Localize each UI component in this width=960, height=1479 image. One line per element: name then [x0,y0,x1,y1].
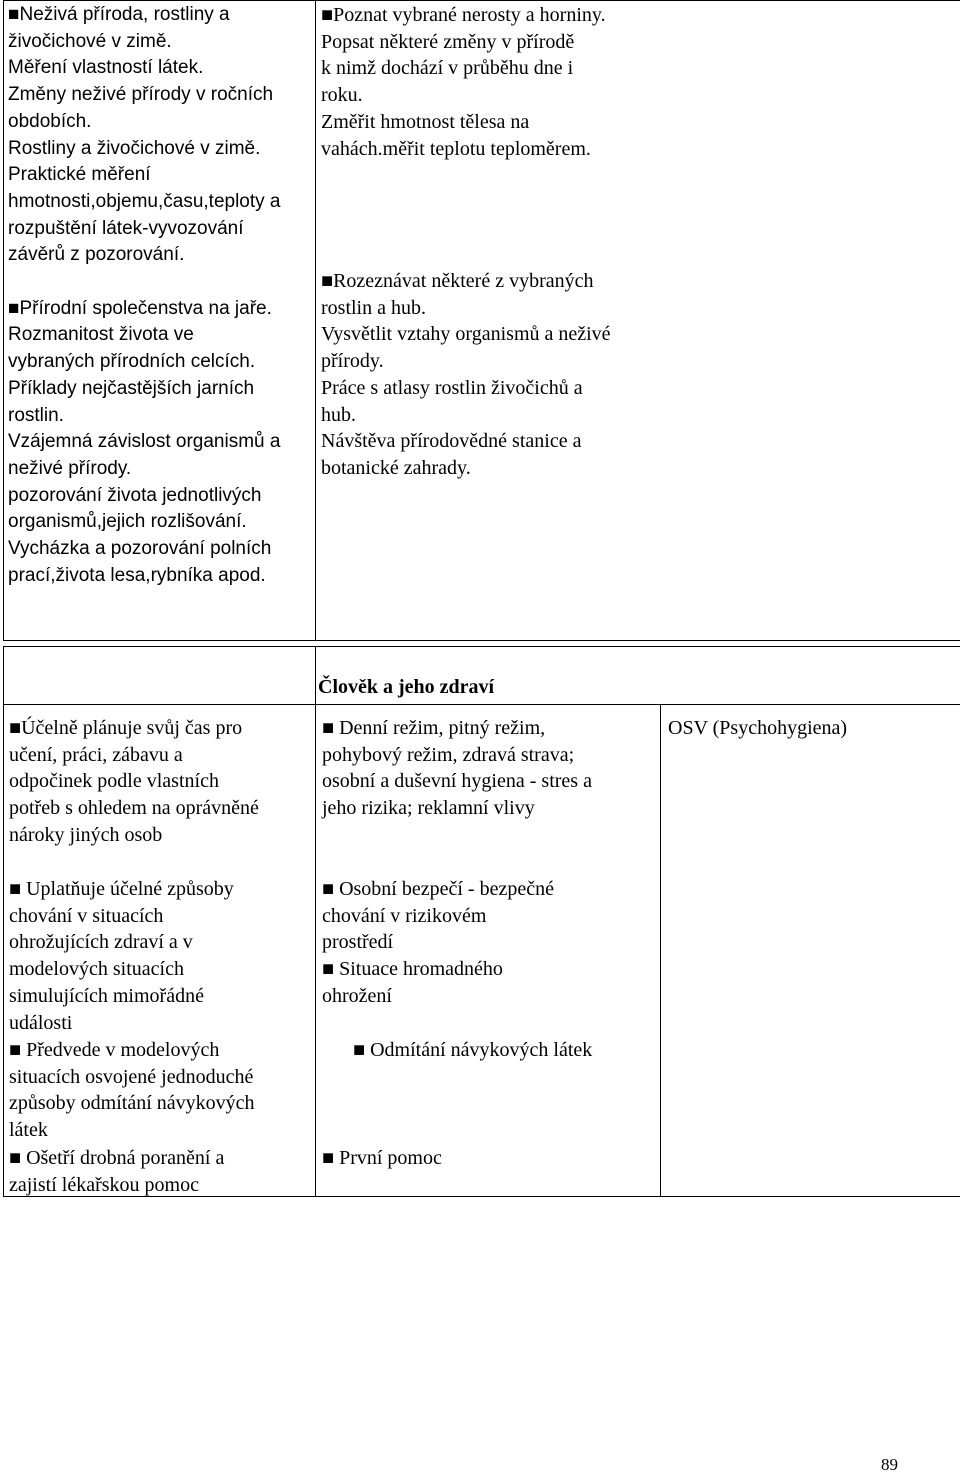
page-number: 89 [881,1455,898,1474]
topic-daily-regime: ■ Denní režim, pitný režim, pohybový režim, zdravá strava; osobní a duševní hygiena - stres a jeho rizika; reklamní vlivy [322,717,592,820]
outcome-refusal: ■ Předvede v modelových situacích osvojené jednoduché způsoby odmítání návykových látek [9,1039,255,1142]
outcome-safe-behavior: ■ Uplatňuje účelné způsoby chování v situacích ohrožujících zdraví a v modelových situacích simulujících mimořádné události [9,878,234,1034]
outcome-cell-rocks: ■Poznat vybrané nerosty a horniny. Popsat některé změny v přírodě k nimž dochází v průběhu dne i roku. Změřit hmotnost tělesa na vahách.měřit teplotu teploměrem. [321,4,606,160]
bottom-table-header-line [3,704,960,705]
topic-personal-safety: ■ Osobní bezpečí - bezpečné chování v rizikovém prostředí ■ Situace hromadného ohrožení [322,878,554,1007]
bottom-table-divider-2 [660,704,661,1197]
top-table-divider [315,0,316,641]
bottom-table-divider-1 [315,646,316,1197]
topic-cell-nature: ■Neživá příroda, rostliny a živočichové v zimě. Měření vlastností látek. Změny neživé přírody v ročních obdobích. Rostliny a živočichové v zimě. Praktické měření hmotnosti,objemu,času,teploty a rozpuštění látek-vyvozování závěrů z pozorování. ■Přírodní společenstva na jaře. Rozmanitost života ve vybraných přírodních celcích. Příklady nejčastějších jarních rostlin. Vzájemná závislost organismů a neživé přírody. pozorování života jednotlivých organismů,jejich rozlišování. Vycházka a pozorování polních prací,života lesa,rybníka apod. [8,4,281,586]
topic-first-aid: ■ První pomoc [322,1147,442,1169]
outcome-cell-plants: ■Rozeznávat některé z vybraných rostlin a hub. Vysvětlit vztahy organismů a neživé přírody. Práce s atlasy rostlin živočichů a hub. Návštěva přírodovědné stanice a botanické zahrady. [321,270,611,479]
outcome-time-planning: ■Účelně plánuje svůj čas pro učení, práci, zábavu a odpočinek podle vlastních potřeb s ohledem na oprávněné nároky jiných osob [9,717,259,846]
outcome-first-aid: ■ Ošetří drobná poranění a zajistí lékařskou pomoc [9,1147,225,1196]
section-heading: Člověk a jeho zdraví [318,676,495,698]
topic-refusal: ■ Odmítání návykových látek [353,1039,593,1061]
cross-curricular-theme: OSV (Psychohygiena) [668,717,848,739]
